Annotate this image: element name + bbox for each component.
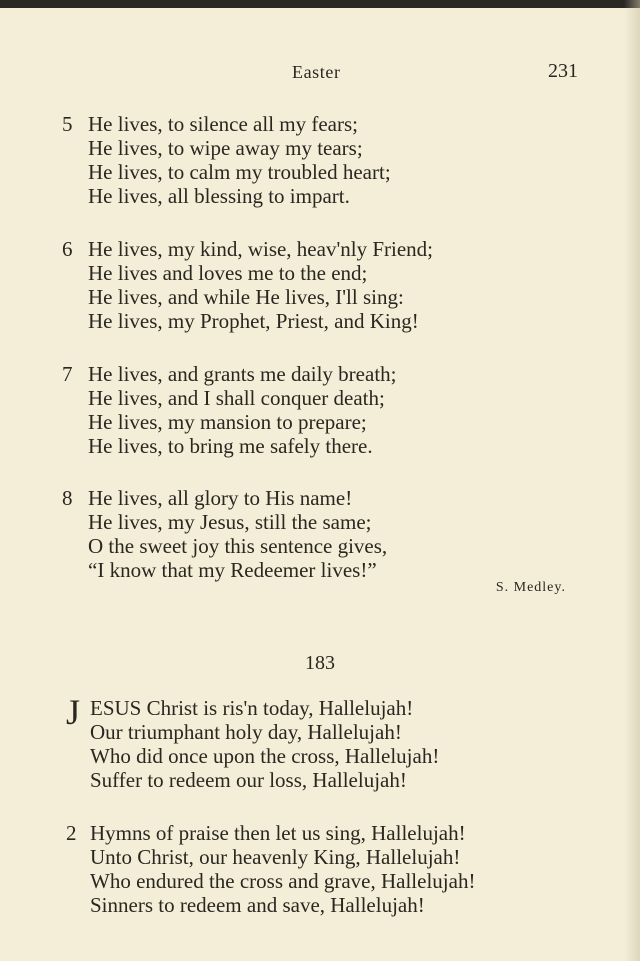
verse-line: He lives, my Prophet, Priest, and King!	[88, 309, 419, 333]
stanza-number: 5	[62, 112, 73, 136]
verse-line: 6 He lives, my kind, wise, heav'nly Friend;	[62, 237, 433, 261]
verse-line: Unto Christ, our heavenly King, Hallelujah!	[90, 845, 461, 869]
stanza-5	[62, 112, 602, 208]
verse-line: Suffer to redeem our loss, Hallelujah!	[90, 768, 407, 792]
verse-line: He lives, all blessing to impart.	[88, 184, 350, 208]
stanza-number: 7	[62, 362, 73, 386]
stanza-number: 2	[66, 821, 77, 845]
verse-line: 7 He lives, and grants me daily breath;	[62, 362, 397, 386]
page-number: 231	[548, 60, 578, 82]
verse-line: He lives, to wipe away my tears;	[88, 136, 363, 160]
verse-line: He lives and loves me to the end;	[88, 261, 368, 285]
stanza-number: 6	[62, 237, 73, 261]
verse-line: He lives, to calm my troubled heart;	[88, 160, 391, 184]
verse-line: “I know that my Redeemer lives!”	[88, 558, 377, 582]
page-top-edge	[0, 0, 640, 8]
verse-line: Who did once upon the cross, Hallelujah!	[90, 744, 440, 768]
verse-line: Our triumphant holy day, Hallelujah!	[90, 720, 402, 744]
stanza-7	[62, 362, 602, 458]
page-right-shadow	[624, 0, 640, 961]
verse-line: He lives, and while He lives, I'll sing:	[88, 285, 404, 309]
verse-line: O the sweet joy this sentence gives,	[88, 534, 388, 558]
verse-line: He lives, my mansion to prepare;	[88, 410, 367, 434]
verse-line: Sinners to redeem and save, Hallelujah!	[90, 893, 425, 917]
verse-line: Who endured the cross and grave, Hallelujah!	[90, 869, 476, 893]
author-attribution: S. Medley.	[495, 580, 566, 595]
hymn-number: 183	[305, 652, 335, 674]
running-title: Easter	[292, 62, 341, 82]
drop-cap: J	[66, 692, 81, 732]
verse-line: 2 Hymns of praise then let us sing, Hallelujah!	[66, 821, 466, 845]
stanza-6	[62, 237, 602, 333]
verse-line: He lives, and I shall conquer death;	[88, 386, 385, 410]
verse-line: 8 He lives, all glory to His name!	[62, 486, 353, 510]
verse-line: 5 He lives, to silence all my fears;	[62, 112, 358, 136]
verse-line: He lives, my Jesus, still the same;	[88, 510, 372, 534]
hymn-183-stanza-2	[66, 821, 606, 917]
page-header	[0, 62, 640, 86]
stanza-number: 8	[62, 486, 73, 510]
hymn-183-stanza-1	[66, 692, 606, 792]
verse-line: ESUS Christ is ris'n today, Hallelujah!	[90, 696, 414, 720]
verse-line: He lives, to bring me safely there.	[88, 434, 373, 458]
stanza-8	[62, 486, 602, 582]
